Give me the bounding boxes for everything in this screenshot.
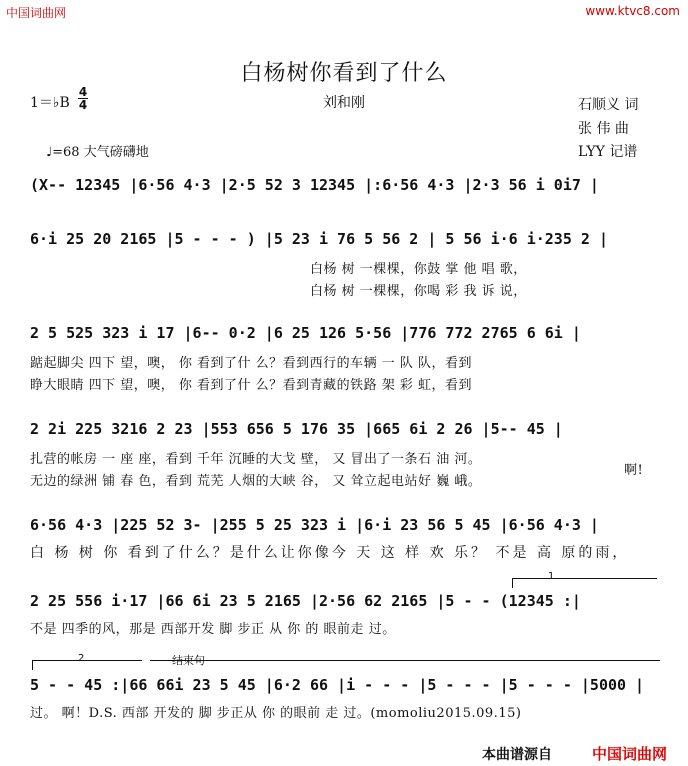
system-3-notes: 2 5 525 323 i 17 |6-- 0·2 |6 25 126 5·56 |776 772 2765 6 6i | (30, 324, 581, 342)
system-2-lyrics-verse-2: 白杨 树 一棵棵，你喝 彩 我 诉 说， (310, 284, 527, 299)
system-6-lyrics: 不是 四季的风，那是 西部开发 脚 步正 从 你 的 眼前走 过。 (30, 622, 396, 637)
time-signature (78, 86, 88, 111)
coda-line (150, 660, 660, 661)
watermark-left: 中国词曲网 (6, 6, 67, 20)
volta-2-edge (32, 660, 33, 670)
watermark-right: www.ktvc8.com (585, 4, 680, 18)
volta-1-line (512, 578, 657, 579)
singer: 刘和刚 (323, 95, 365, 111)
system-7-notes: 5 - - 45 :|66 66i 23 5 45 |6·2 66 |i - - - |5 - - - |5 - - - |5000 | (30, 676, 645, 694)
tempo-marking: ♩=68 大气磅礴地 (46, 145, 149, 160)
composer: 张 伟 曲 (578, 121, 629, 137)
coda-label: 结束句 (172, 654, 205, 667)
system-7-lyrics: 过。 啊！D.S. 西部 开发的 脚 步正从 你 的眼前 走 过。(momoliu2015.09.15) (30, 706, 522, 721)
volta-1-label: 1 (548, 571, 555, 582)
system-1-notes: (X-- 12345 |6·56 4·3 |2·5 52 3 12345 |:6·56 4·3 |2·3 56 i 0i7 | (30, 176, 599, 194)
system-5-notes: 6·56 4·3 |225 52 3- |255 5 25 323 i |6·i 23 56 5 45 |6·56 4·3 | (30, 516, 599, 534)
system-2-lyrics-verse-1: 白杨 树 一棵棵，你鼓 掌 他 唱 歌， (310, 262, 527, 277)
system-4-notes: 2 2i 225 3216 2 23 |553 656 5 176 35 |665 6i 2 26 |5-- 45 | (30, 420, 563, 438)
system-2-notes: 6·i 25 20 2165 |5 - - - ) |5 23 i 76 5 56 2 | 5 56 i·6 i·235 2 | (30, 230, 608, 248)
lyricist: 石顺义 词 (578, 97, 639, 113)
key-signature: 1＝♭B (30, 95, 70, 111)
volta-2-line (32, 660, 142, 661)
system-3-lyrics-verse-2: 睁大眼睛 四下 望，噢， 你 看到了什 么？看到青藏的铁路 架 彩 虹，看到 (30, 378, 473, 393)
time-top: 4 (78, 85, 88, 99)
transcriber: LYY 记谱 (578, 144, 638, 160)
footer-source-label: 本曲谱源自 (482, 747, 552, 763)
system-4-lyrics-verse-1: 扎营的帐房 一 座 座，看到 千年 沉睡的大戈 壁， 又 冒出了一条石 油 河。 (30, 452, 482, 467)
system-5-lyrics: 白 杨 树 你 看到了什么？是什么让你像今 天 这 样 欢 乐？ 不是 高 原的雨， (30, 545, 630, 561)
time-bottom: 4 (78, 98, 88, 112)
volta-2-label: 2 (78, 653, 85, 664)
song-title: 白杨树你看到了什么 (240, 61, 448, 86)
system-4-exclamation: 啊! (624, 463, 644, 478)
volta-1-edge (512, 578, 513, 588)
footer-site-logo: 中国词曲网 (592, 745, 668, 763)
system-6-notes: 2 25 556 i·17 |66 6i 23 5 2165 |2·56 62 2165 |5 - - (12345 :| (30, 592, 581, 610)
system-3-lyrics-verse-1: 踮起脚尖 四下 望，噢， 你 看到了什 么？看到西行的车辆 一 队 队，看到 (30, 356, 473, 371)
system-4-lyrics-verse-2: 无边的绿洲 铺 春 色，看到 荒芜 人烟的大峡 谷， 又 耸立起电站好 巍 峨。 (30, 474, 482, 489)
